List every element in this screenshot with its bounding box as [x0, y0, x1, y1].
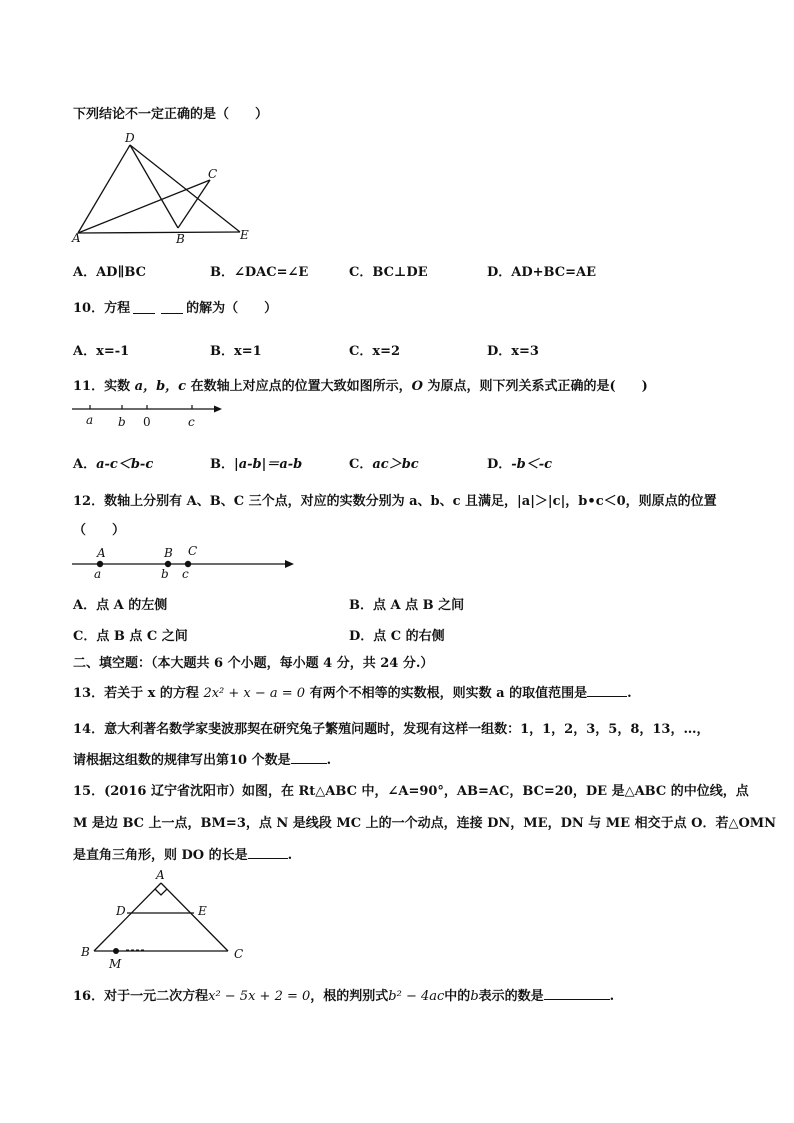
q9-figure: [70, 128, 260, 246]
q16-discriminant: b² − 4ac: [388, 989, 445, 1004]
axis-point-b: B: [164, 546, 173, 560]
right-angle-mark: [155, 889, 167, 895]
axis-value-c: c: [182, 567, 189, 581]
q14-stem-line1: 14．意大利著名数学家斐波那契在研究兔子繁殖问题时，发现有这样一组数：1，1，2，3，5，8，13，…，: [73, 722, 710, 737]
q12-option-d: D．点 C 的右侧: [349, 629, 445, 644]
label-c: C: [234, 947, 244, 961]
label-c: C: [208, 167, 218, 181]
q14-stem-line2: 请根据这组数的规律写出第10 个数是 .: [73, 753, 332, 768]
q11-stem: 11．实数 a，b，c 在数轴上对应点的位置大致如图所示，O 为原点，则下列关系式正确的是( ): [73, 379, 648, 394]
label-e: E: [198, 904, 207, 918]
q11-option-a: A．a-c＜b-c: [73, 457, 154, 472]
fraction-placeholder: [161, 304, 183, 314]
segment-ad: [78, 145, 130, 233]
q9-stem: 下列结论不一定正确的是（ ）: [73, 107, 269, 122]
answer-blank: [291, 751, 327, 764]
axis-label-a: a: [86, 413, 94, 427]
q9-option-b: B．∠DAC=∠E: [210, 265, 309, 280]
q11-number-line: [70, 398, 230, 434]
q13-stem: 13．若关于 x 的方程 2x² + x − a = 0 有两个不相等的实数根，则实数 a 的取值范围是 .: [73, 686, 632, 701]
segment-ab: [94, 883, 161, 951]
q10-option-d: D．x=3: [487, 344, 539, 359]
q15-stem-line2: M 是边 BC 上一点，BM=3，点 N 是线段 MC 上的一个动点，连接 DN，ME，DN 与 ME 相交于点 O．若△OMN: [73, 816, 777, 831]
q11-option-c: C．ac＞bc: [349, 457, 419, 472]
q9-option-a: A．AD∥BC: [73, 265, 146, 280]
q16-stem: 16．对于一元二次方程x² − 5x + 2 = 0，根的判别式b² − 4ac中的b表示的数是 .: [73, 989, 615, 1004]
axis-point-c: C: [188, 544, 198, 558]
q11-option-d: D．-b＜-c: [487, 457, 553, 472]
q12-option-c: C．点 B 点 C 之间: [73, 629, 188, 644]
axis-value-a: a: [94, 567, 102, 581]
label-a: A: [72, 231, 81, 245]
q10-option-b: B．x=1: [210, 344, 262, 359]
segment-ae: [78, 232, 240, 233]
section-heading: 二、填空题：（本大题共 6 个小题，每小题 4 分，共 24 分.）: [73, 656, 434, 671]
answer-blank: [544, 987, 610, 1000]
q11-option-b: B．|a-b|＝a-b: [210, 457, 303, 472]
segment-ac: [161, 883, 228, 951]
axis-value-b: b: [161, 567, 169, 581]
segment-db: [130, 145, 178, 228]
axis-label-b: b: [118, 415, 126, 429]
axis-label-c: c: [188, 415, 195, 429]
answer-blank: [587, 684, 627, 697]
label-e: E: [240, 228, 249, 242]
label-d: D: [116, 904, 126, 918]
q12-option-b: B．点 A 点 B 之间: [349, 598, 465, 613]
segment-ac: [78, 180, 210, 233]
q10-stem: 10．方程 的解为（ ）: [73, 301, 278, 316]
q15-stem-line1: 15．(2016 辽宁省沈阳市）如图，在 Rt△ABC 中，∠A=90°，AB=AC，BC=20，DE 是△ABC 的中位线，点: [73, 784, 749, 799]
axis-point-a: A: [97, 546, 106, 560]
q13-equation: 2x² + x − a = 0: [203, 686, 306, 701]
q15-stem-line3: 是直角三角形，则 DO 的长是 .: [73, 848, 293, 863]
q10-option-c: C．x=2: [349, 344, 401, 359]
label-a: A: [156, 868, 165, 882]
q9-option-c: C．BC⊥DE: [349, 265, 428, 280]
q12-stem-line1: 12．数轴上分别有 A、B、C 三个点，对应的实数分别为 a、b、c 且满足，|a|＞|c|，b•c＜0，则原点的位置: [73, 494, 717, 509]
q15-figure: [76, 868, 256, 972]
segment-de: [130, 145, 240, 232]
label-b: B: [176, 232, 185, 246]
q12-number-line: [70, 542, 300, 582]
answer-blank: [248, 846, 288, 859]
q12-option-a: A．点 A 的左侧: [73, 598, 168, 613]
axis-label-zero: 0: [143, 415, 151, 429]
q12-stem-line2: （ ）: [73, 523, 126, 538]
label-m: M: [109, 957, 122, 971]
label-b: B: [81, 945, 90, 959]
point-m: [113, 948, 119, 954]
fraction-placeholder: [133, 304, 155, 314]
q9-option-d: D．AD+BC=AE: [487, 265, 596, 280]
q16-equation: x² − 5x + 2 = 0: [208, 989, 311, 1004]
q10-option-a: A．x=-1: [73, 344, 130, 359]
label-d: D: [125, 131, 135, 145]
